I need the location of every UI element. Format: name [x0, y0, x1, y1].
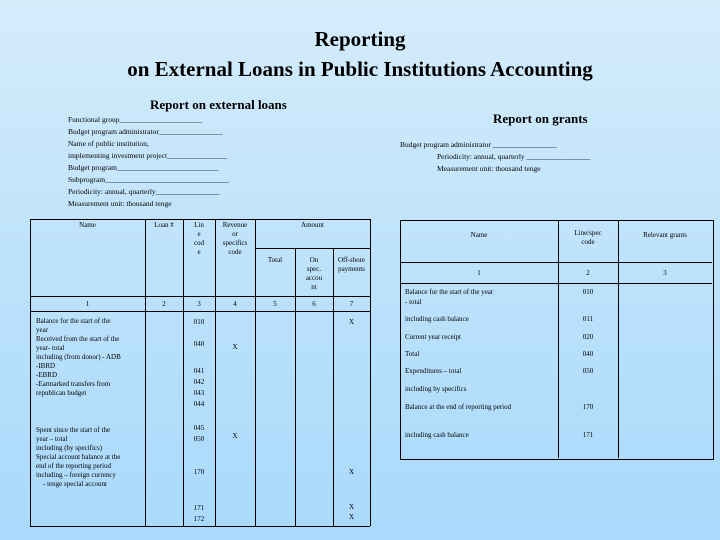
loans-codes-041-044: 041 042 043 044	[193, 367, 205, 408]
grants-row-name: Expenditures – total	[405, 367, 462, 375]
loans-header-revenue: Revenue or specifics code	[222, 221, 248, 256]
loans-header-on-spec-account: On spec. accou nt	[305, 256, 323, 291]
grants-form-line-measurement-unit: Measurement unit: thousand tenge	[437, 164, 541, 173]
loans-mark-x: X X	[348, 503, 355, 521]
loans-table-bottom-border	[30, 526, 370, 527]
loans-mark-x: X	[232, 343, 238, 351]
loans-col-divider	[333, 248, 334, 526]
loans-mark-x: X	[348, 468, 355, 476]
loans-col-divider	[215, 219, 216, 526]
grants-col-number: 2	[586, 269, 590, 277]
loans-header-offshore: Off-shore payments	[337, 256, 366, 273]
grants-row-name: Current year receipt	[405, 333, 461, 341]
loans-col-number: 5	[273, 300, 277, 308]
grants-row-code: 020	[582, 333, 594, 341]
loans-table-top-border	[30, 219, 370, 220]
loans-header-name: Name	[79, 221, 96, 229]
grants-row-name: including cash balance	[405, 315, 469, 323]
form-line-periodicity: Periodicity: annual, quarterly_________________	[68, 187, 220, 196]
grants-header-separator	[400, 262, 712, 263]
grants-col-divider	[618, 220, 619, 458]
grants-report-heading: Report on grants	[493, 111, 588, 126]
grants-colnum-separator	[400, 283, 712, 284]
form-line-budget-admin: Budget program administrator_________________	[68, 127, 223, 136]
grants-row-code: 050	[582, 367, 594, 375]
loans-col-number: 6	[312, 300, 316, 308]
loans-amount-subheader-line	[255, 248, 370, 249]
grants-row-name: Balance for the start of the year - total	[405, 288, 494, 306]
page-title-line-2: on External Loans in Public Institutions Accounting	[127, 57, 593, 81]
form-line-functional-group: Functional group______________________	[68, 115, 202, 124]
loans-header-separator	[30, 296, 370, 297]
grants-row-code: 011	[582, 315, 594, 323]
grants-row-code: 171	[582, 431, 594, 439]
page-title-line-1: Reporting	[314, 27, 406, 51]
loans-code-040: 040	[193, 340, 205, 348]
loans-header-amount: Amount	[301, 221, 324, 229]
form-line-institution: Name of public institution,	[68, 139, 149, 148]
loans-col-number: 3	[197, 300, 201, 308]
loans-table-left-border	[30, 219, 31, 526]
grants-row-name: including by specifics	[405, 385, 467, 393]
loans-mark-x: X	[232, 432, 238, 440]
loans-codes-045-050: 045 050	[193, 424, 205, 443]
form-line-project: implementing investment project________________	[68, 151, 228, 160]
loans-name-block-spent: Spent since the start of the year – total including (by specifics) Special account balance at the end of the reporting period including – foreign currency - tenge special account	[36, 426, 121, 488]
grants-header-relevant: Relevant grants	[643, 231, 687, 239]
grants-col-number: 3	[663, 269, 667, 277]
loans-code-170: 170	[193, 468, 205, 476]
form-line-budget-program: Budget program___________________________	[68, 163, 219, 172]
loans-form-fields	[68, 114, 229, 210]
grants-header-line-code: Line/spec code	[574, 229, 602, 246]
grants-row-name: Balance at the end of reporting period	[405, 403, 512, 411]
loans-col-divider	[145, 219, 146, 526]
loans-table-right-border	[370, 219, 371, 526]
loans-header-line-code: Lin e cod e	[193, 221, 205, 256]
grants-form-line-admin: Budget program administrator _________________	[400, 140, 557, 149]
grants-row-name: Total	[405, 350, 420, 358]
grants-form-line-periodicity: Periodicity: annual, quarterly _________________	[437, 152, 591, 161]
loans-col-number: 7	[349, 300, 354, 308]
form-line-subprogram: Subprogram_________________________________	[68, 175, 229, 184]
loans-name-block-received: Balance for the start of the year Received from the start of the year- total including (from donor) - ADB -IBRD -EBRD -Earmarked transfers from republican budget	[36, 317, 121, 397]
grants-row-code: 040	[582, 350, 594, 358]
grants-row-code: 170	[582, 403, 594, 411]
loans-report-heading: Report on external loans	[150, 97, 287, 112]
form-line-measurement-unit: Measurement unit: thousand tenge	[68, 199, 172, 208]
loans-col-number: 4	[233, 300, 237, 308]
loans-header-loan: Loan #	[154, 221, 174, 229]
loans-col-number: 2	[162, 300, 166, 308]
loans-codes-171-172: 171 172	[193, 504, 205, 523]
grants-row-name: including cash balance	[405, 431, 469, 439]
loans-header-total: Total	[267, 256, 283, 264]
loans-mark-x: X	[348, 318, 355, 326]
loans-colnum-separator	[30, 311, 370, 312]
grants-col-number: 1	[477, 269, 481, 277]
loans-col-number: 1	[85, 300, 90, 308]
loans-code-010: 010	[193, 318, 205, 326]
loans-col-divider	[255, 219, 256, 526]
grants-header-name: Name	[470, 231, 488, 239]
grants-row-code: 010	[582, 288, 594, 296]
grants-form-fields	[400, 139, 590, 175]
